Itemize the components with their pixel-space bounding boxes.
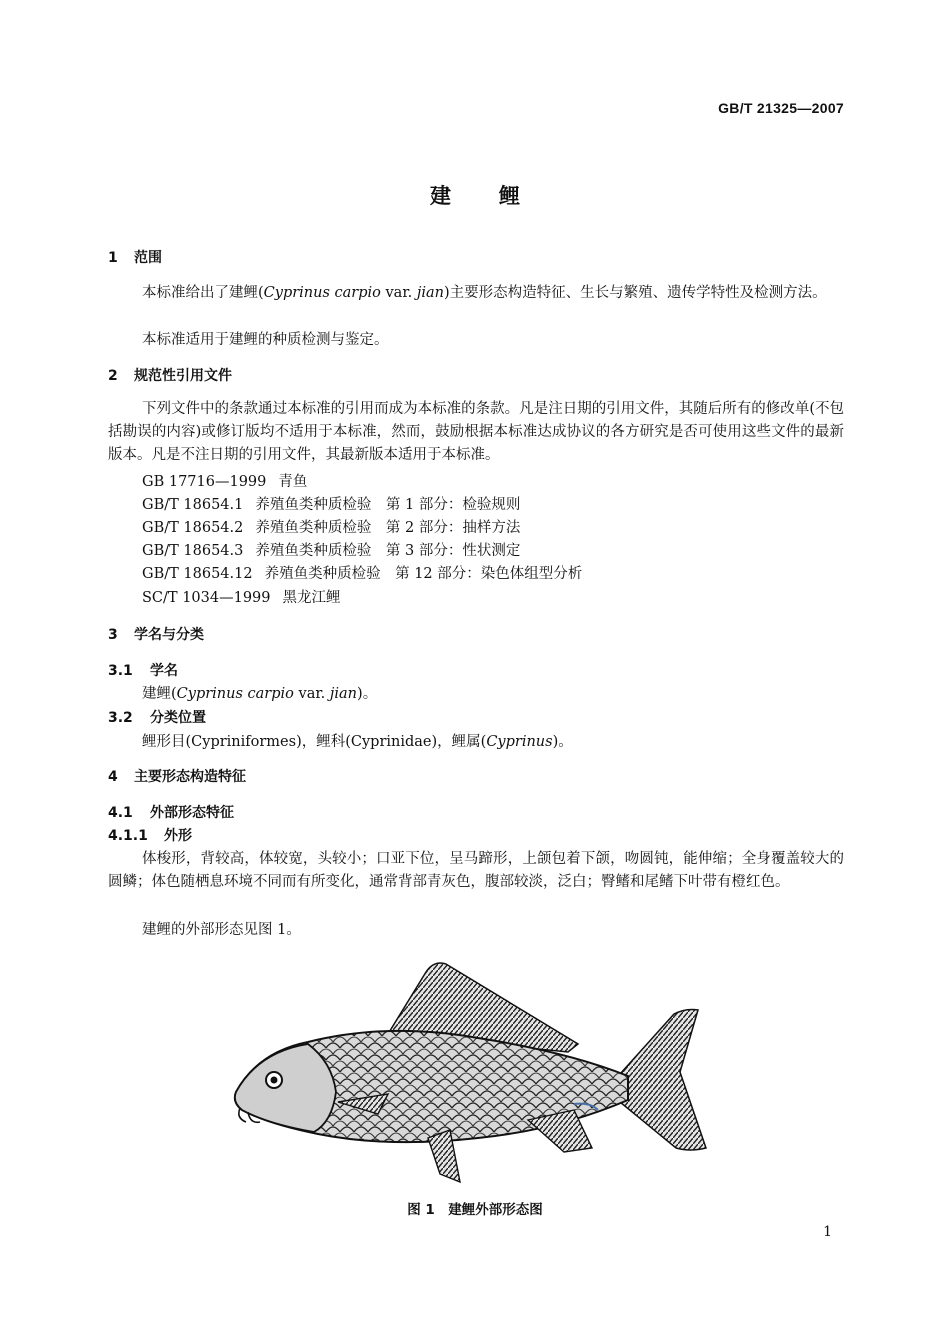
reference-item (142, 562, 582, 583)
text-run: )主要形态构造特征、生长与繁殖、遗传学特性及检测方法。 (444, 285, 827, 301)
section-title: 学名与分类 (134, 627, 204, 643)
latin-name: Cyprinus (486, 734, 553, 750)
section-number: 3.2 (108, 710, 133, 726)
latin-name: jian (329, 686, 358, 702)
reference-item (142, 470, 307, 491)
section-3-heading (108, 624, 204, 644)
section-2-heading (108, 365, 232, 385)
section-title: 规范性引用文件 (134, 368, 232, 384)
text-run: )。 (357, 686, 378, 702)
reference-item (142, 539, 520, 560)
reference-code: GB/T 18654.1 (142, 497, 244, 513)
section-4-1-1-heading (108, 825, 192, 845)
figure-reference-text: 建鲤的外部形态见图 1。 (142, 922, 301, 938)
reference-item (142, 493, 520, 514)
figure-caption: 图 1 建鲤外部形态图 (407, 1202, 543, 1218)
tail-fin (620, 1010, 706, 1151)
section-title: 分类位置 (150, 710, 206, 726)
section-3-1-heading (108, 660, 178, 680)
page-number: 1 (823, 1224, 832, 1240)
page-title: 建鲤 (430, 184, 568, 208)
section-number: 2 (108, 368, 118, 384)
reference-name: 养殖鱼类种质检验 第 3 部分：性状测定 (255, 543, 521, 559)
section-1-paragraph-2: 本标准适用于建鲤的种质检测与鉴定。 (142, 332, 389, 348)
reference-item (142, 516, 520, 537)
reference-code: GB/T 18654.12 (142, 566, 253, 582)
section-number: 1 (108, 250, 118, 266)
latin-name: Cyprinus carpio (263, 285, 381, 301)
text-run: )。 (552, 734, 573, 750)
reference-name: 养殖鱼类种质检验 第 2 部分：抽样方法 (255, 520, 521, 536)
section-1-heading (108, 247, 162, 267)
text-run: 鲤形目(Cypriniformes)，鲤科(Cyprinidae)，鲤属( (142, 734, 487, 750)
section-2-paragraph: 下列文件中的条款通过本标准的引用而成为本标准的条款。凡是注日期的引用文件，其随后所有的修改单(不包括勘误的内容)或修订版均不适用于本标准，然而，鼓励根据本标准达成协议的各方研究是否可使用这些文件的最新版本。凡是不注日期的引用文件，其最新版本适用于本标准。 (108, 401, 844, 463)
section-title: 外形 (164, 828, 192, 844)
section-title: 外部形态特征 (150, 805, 234, 821)
section-3-2-text (142, 730, 573, 751)
text-run: var. (380, 285, 417, 301)
reference-code: GB 17716—1999 (142, 474, 267, 490)
reference-item (142, 586, 341, 607)
reference-code: SC/T 1034—1999 (142, 590, 271, 606)
reference-code: GB/T 18654.3 (142, 543, 244, 559)
section-4-heading (108, 766, 246, 786)
section-number: 3.1 (108, 663, 133, 679)
text-run: 本标准给出了建鲤( (142, 285, 264, 301)
reference-name: 养殖鱼类种质检验 第 1 部分：检验规则 (255, 497, 521, 513)
section-number: 4.1.1 (108, 828, 148, 844)
text-run: 建鲤( (142, 686, 177, 702)
reference-code: GB/T 18654.2 (142, 520, 244, 536)
section-title: 学名 (150, 663, 178, 679)
section-number: 3 (108, 627, 118, 643)
text-run: var. (293, 686, 330, 702)
section-1-paragraph-1 (108, 282, 844, 305)
section-title: 主要形态构造特征 (134, 769, 246, 785)
section-title: 范围 (134, 250, 162, 266)
section-3-1-text (142, 682, 377, 703)
carp-fish-illustration-icon (228, 952, 718, 1184)
section-3-2-heading (108, 707, 206, 727)
reference-name: 养殖鱼类种质检验 第 12 部分：染色体组型分析 (264, 566, 583, 582)
section-number: 4.1 (108, 805, 133, 821)
section-4-1-1-paragraph: 体梭形，背较高，体较宽，头较小；口亚下位，呈马蹄形，上颌包着下颌，吻圆钝，能伸缩；全身覆盖较大的圆鳞；体色随栖息环境不同而有所变化，通常背部青灰色，腹部较淡，泛白；臀鳍和尾鳍下叶带有橙红色。 (108, 851, 844, 890)
section-number: 4 (108, 769, 118, 785)
reference-name: 青鱼 (278, 474, 308, 490)
reference-name: 黑龙江鲤 (282, 590, 341, 606)
section-4-1-heading (108, 802, 234, 822)
latin-name: jian (416, 285, 445, 301)
standard-number: GB/T 21325—2007 (718, 100, 844, 116)
latin-name: Cyprinus carpio (176, 686, 294, 702)
